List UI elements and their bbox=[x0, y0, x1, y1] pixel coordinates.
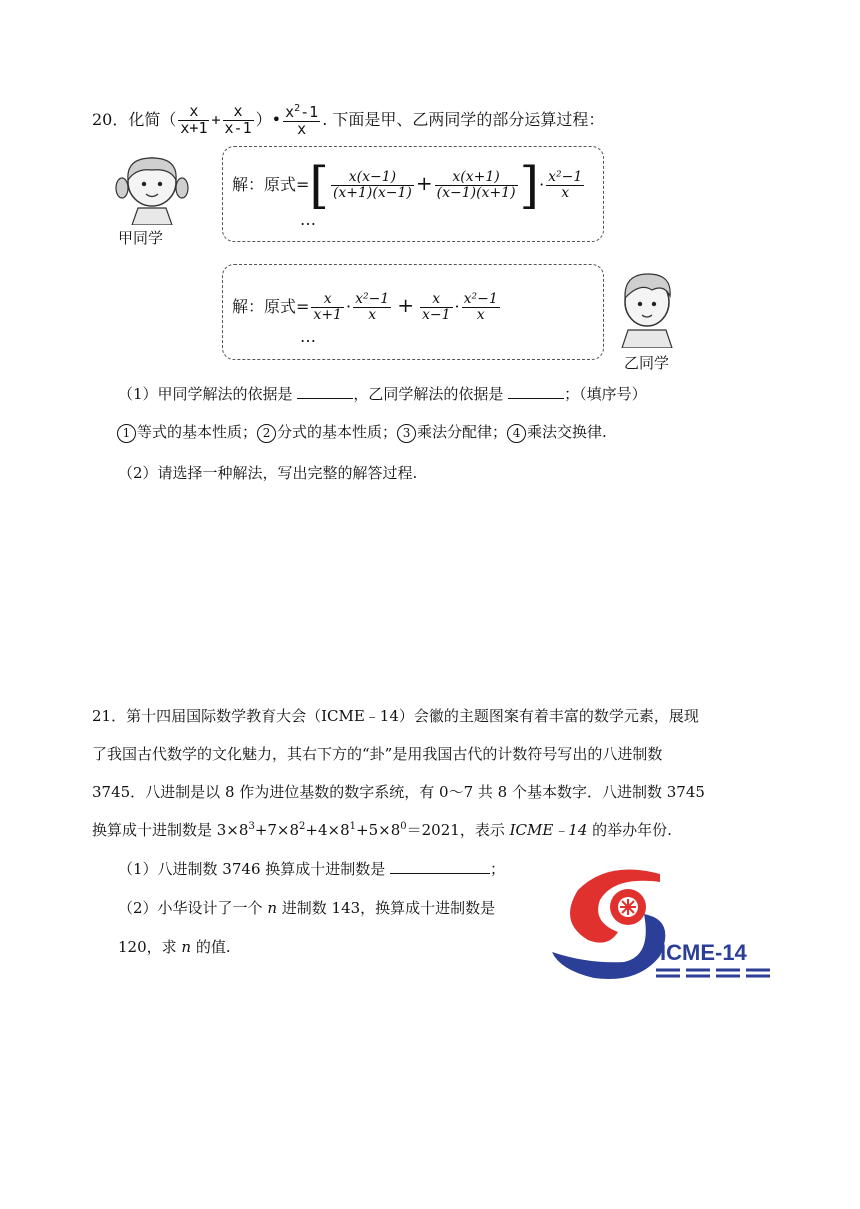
icme-14-logo bbox=[548, 852, 784, 990]
q20-number: 20． bbox=[92, 110, 129, 129]
q20-verb: 化简（ bbox=[128, 110, 177, 129]
expr-frac-1: $\frac{x}{x+1}$ bbox=[180, 102, 208, 137]
q21-line-4: 换算成十进制数是 $3\times 8^3+7\times 8^2+4\times 8^1+5\times 8^0=2021$，表示 ICME﹣14 的举办年份. bbox=[92, 821, 672, 839]
yi-solution: 解：原式= $\frac{x}{x+1}$ · $\frac{\text{x²−1}}{x}$ + $\frac{x}{x-1}$ · $\frac{\text{x²−1}}{x}$ bbox=[232, 291, 498, 323]
q20-tail: . 下面是甲、乙两同学的部分运算过程： bbox=[322, 110, 605, 129]
yi-prefix: 解：原式= bbox=[232, 297, 310, 316]
jia-frac-1: $\frac{x(x-1)}{(x+1)(x-1)}$ bbox=[332, 169, 412, 201]
q21-line-1: 21．第十四届国际数学教育大会（ICME﹣14）会徽的主题图案有着丰富的数学元素，展现 bbox=[92, 707, 699, 725]
yi-label: 乙同学 bbox=[624, 354, 670, 372]
q21-line-2: 了我国古代数学的文化魅力，其右下方的“卦”是用我国古代的计数符号写出的八进制数 bbox=[92, 745, 663, 763]
expr-frac-2: $\frac{x}{x-1}$ bbox=[224, 102, 252, 137]
answer-blank-3746[interactable] bbox=[390, 872, 490, 874]
yi-ellipsis: … bbox=[300, 327, 316, 346]
q21-part2-cont: 120，求 n 的值. bbox=[118, 938, 231, 956]
yi-frac-1: $\frac{x}{x+1}$ bbox=[313, 291, 342, 323]
q20-part2: （2）请选择一种解法，写出完整的解答过程. bbox=[118, 464, 418, 482]
option-1: 1 等式的基本性质； bbox=[117, 423, 257, 441]
yi-frac-3: $\frac{x}{x-1}$ bbox=[421, 291, 451, 323]
girl-student-illustration bbox=[112, 150, 192, 225]
logo-text: ICME-14 bbox=[660, 940, 747, 965]
jia-solution: 解：原式=[ $\frac{x(x-1)}{(x+1)(x-1)}$ + $\frac{x(x+1)}{(x-1)(x+1)}$ ]· $\frac{\text{x²−1}}{x}$ bbox=[232, 156, 583, 215]
yi-frac-4: $\frac{\text{x²−1}}{x}$ bbox=[463, 291, 498, 323]
answer-blank-jia[interactable] bbox=[297, 397, 353, 399]
q20-header: 20．化简（ $\frac{x}{x+1}$ + $\frac{x}{x-1}$ ）• $\frac{x^2-1}{x}$ . 下面是甲、乙两同学的部分运算过程： bbox=[92, 102, 605, 138]
q20-options bbox=[117, 421, 607, 443]
option-2: 2 分式的基本性质； bbox=[257, 423, 397, 441]
q21-part1: （1）八进制数 3746 换算成十进制数是 ； bbox=[118, 860, 506, 878]
option-4: 4 乘法交换律. bbox=[507, 423, 607, 441]
q21-part2: （2）小华设计了一个 n 进制数 143，换算成十进制数是 bbox=[118, 899, 496, 917]
option-3: 3 乘法分配律； bbox=[397, 423, 507, 441]
jia-frac-2: $\frac{x(x+1)}{(x-1)(x+1)}$ bbox=[436, 169, 516, 201]
q20-part1: （1）甲同学解法的依据是 ，乙同学解法的依据是 ；（填序号） bbox=[118, 385, 647, 403]
jia-label: 甲同学 bbox=[118, 229, 164, 247]
answer-blank-yi[interactable] bbox=[508, 397, 564, 399]
q21-line-3: 3745．八进制是以 8 作为进位基数的数字系统，有 0～7 共 8 个基本数字．八进制数 3745 bbox=[92, 783, 705, 801]
jia-prefix: 解：原式= bbox=[232, 175, 310, 194]
jia-ellipsis: … bbox=[300, 210, 316, 229]
yi-frac-2: $\frac{\text{x²−1}}{x}$ bbox=[355, 291, 390, 323]
boy-student-illustration bbox=[612, 268, 682, 348]
jia-frac-3: $\frac{\text{x²−1}}{x}$ bbox=[548, 169, 583, 201]
expr-frac-3: $\frac{x^2-1}{x}$ bbox=[285, 102, 319, 138]
